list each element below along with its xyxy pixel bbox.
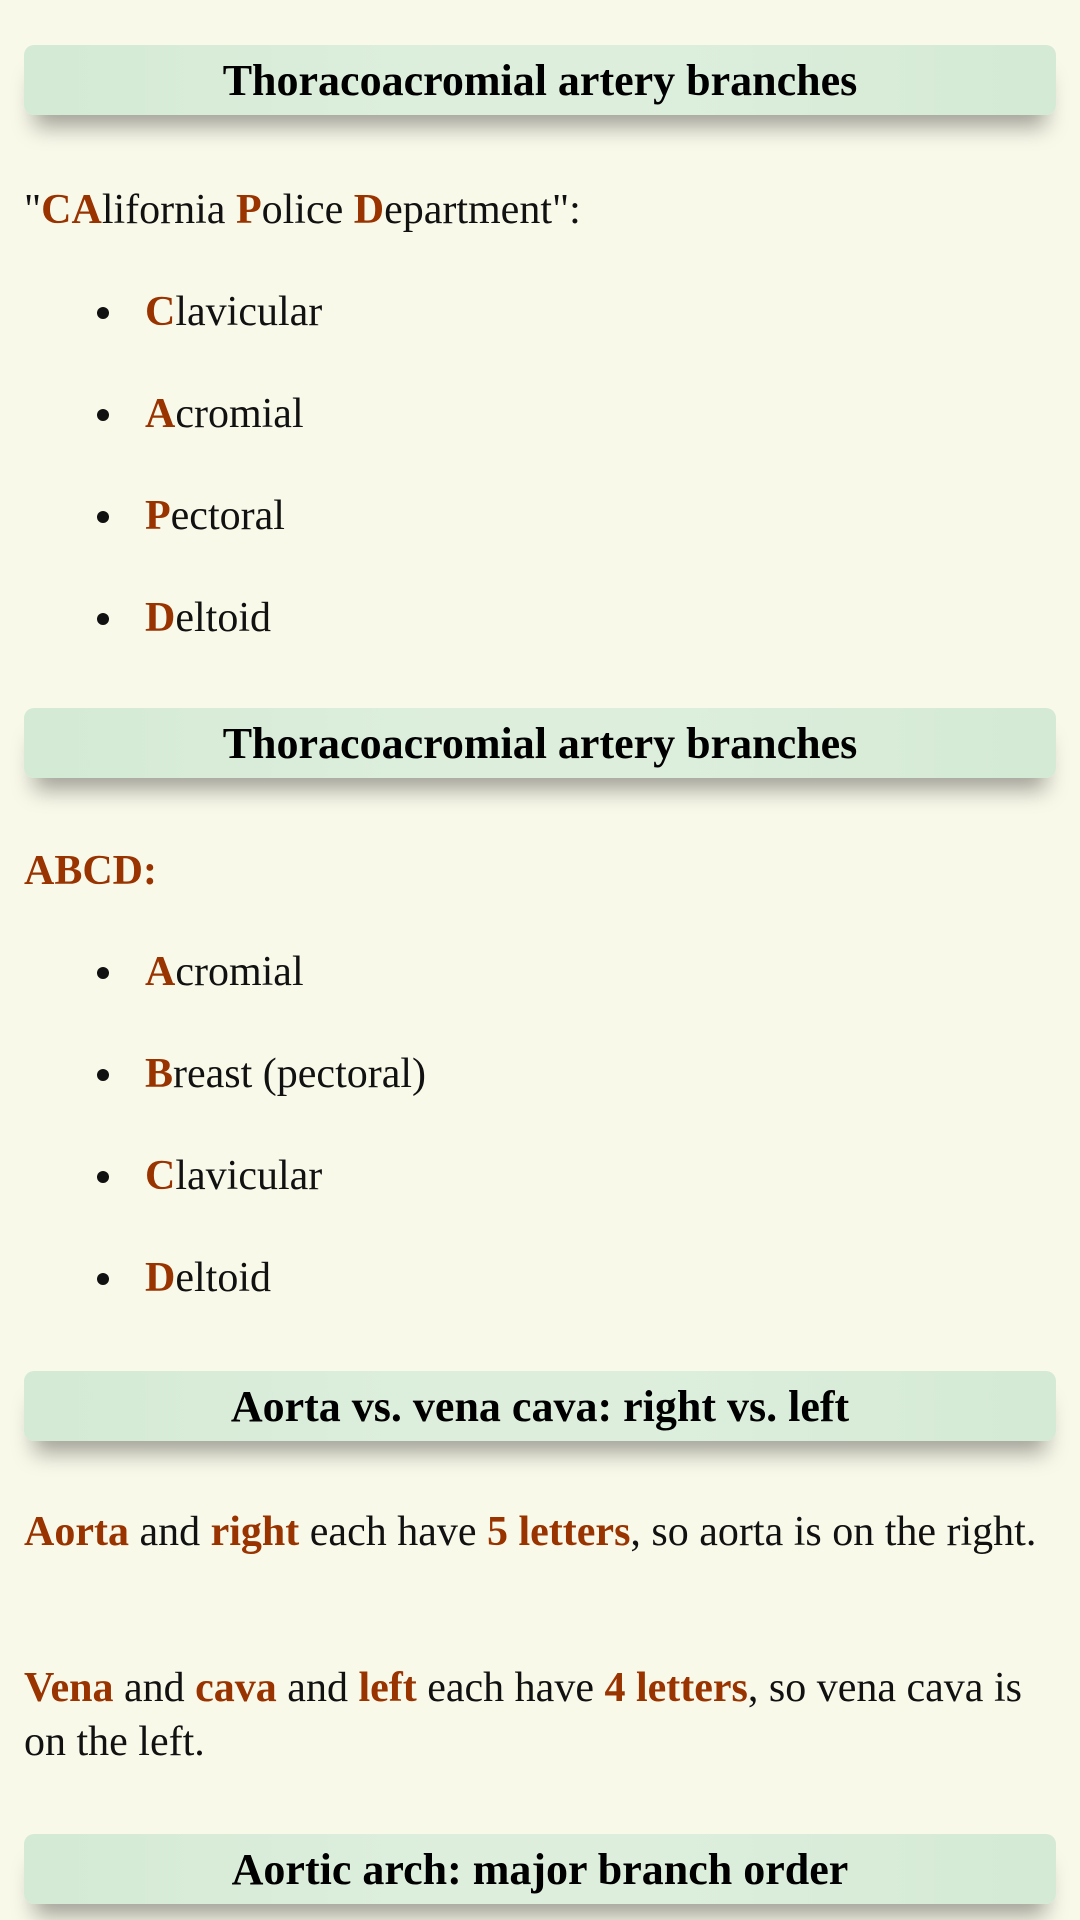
bullet-icon bbox=[97, 613, 109, 625]
list-item-text: ectoral bbox=[170, 493, 285, 539]
paragraph-text: and bbox=[113, 1665, 196, 1711]
keyword: Vena bbox=[24, 1665, 114, 1711]
section-header-thoracoacromial-1: Thoracoacromial artery branches bbox=[24, 45, 1056, 115]
paragraph-text: and bbox=[276, 1665, 359, 1711]
list-item bbox=[0, 921, 1080, 1023]
list-item-text: eltoid bbox=[175, 595, 271, 641]
bullet-icon bbox=[97, 307, 109, 319]
list-item-text: reast (pectoral) bbox=[173, 1051, 427, 1097]
list-item bbox=[0, 567, 1080, 669]
keyword: Aorta bbox=[24, 1509, 129, 1555]
bullet-icon bbox=[97, 1171, 109, 1183]
list-item bbox=[0, 1023, 1080, 1125]
list-item-text: eltoid bbox=[175, 1255, 271, 1301]
list-item bbox=[0, 261, 1080, 363]
list-item bbox=[0, 1227, 1080, 1329]
mnemonic-quote-close: ": bbox=[552, 187, 581, 233]
keyword: left bbox=[358, 1665, 417, 1711]
mnemonic-text: lifornia bbox=[101, 187, 236, 233]
list-item-initial: D bbox=[145, 1255, 176, 1301]
section-header-aortic-arch: Aortic arch: major branch order bbox=[24, 1834, 1056, 1904]
list-item-initial: C bbox=[145, 289, 176, 335]
mnemonic-letter: P bbox=[235, 187, 262, 233]
paragraph-text: each have bbox=[416, 1665, 605, 1711]
list-item-text: cromial bbox=[175, 949, 304, 995]
list-item bbox=[0, 363, 1080, 465]
list-item-initial: A bbox=[145, 949, 176, 995]
keyword: right bbox=[210, 1509, 300, 1555]
branch-list-2 bbox=[0, 921, 1080, 1329]
keyword: cava bbox=[195, 1665, 277, 1711]
list-item bbox=[0, 1125, 1080, 1227]
section-header-thoracoacromial-2: Thoracoacromial artery branches bbox=[24, 708, 1056, 778]
bullet-icon bbox=[97, 1069, 109, 1081]
paragraph-text: each have bbox=[299, 1509, 487, 1555]
mnemonic-text: olice bbox=[261, 187, 354, 233]
bullet-icon bbox=[97, 967, 109, 979]
list-item-initial: P bbox=[145, 493, 171, 539]
bullet-icon bbox=[97, 1273, 109, 1285]
mnemonic-text: epartment bbox=[384, 187, 552, 233]
list-item-initial: A bbox=[145, 391, 176, 437]
mnemonic-california bbox=[24, 183, 1054, 237]
list-item bbox=[0, 465, 1080, 567]
paragraph-text: , so vena cava is on the left. bbox=[24, 1665, 1022, 1765]
paragraph-text: , so aorta is on the right. bbox=[630, 1509, 1037, 1555]
list-item-initial: B bbox=[145, 1051, 174, 1097]
keyword: 5 letters bbox=[487, 1509, 631, 1555]
section-header-aorta-vena-cava: Aorta vs. vena cava: right vs. left bbox=[24, 1371, 1056, 1441]
paragraph-text: and bbox=[128, 1509, 211, 1555]
list-item-initial: C bbox=[145, 1153, 176, 1199]
vena-cava-left-paragraph bbox=[24, 1661, 1054, 1769]
bullet-icon bbox=[97, 511, 109, 523]
mnemonic-abcd: ABCD: bbox=[24, 848, 157, 894]
mnemonic-quote-open: " bbox=[24, 187, 42, 233]
mnemonic-letter: D bbox=[353, 187, 385, 233]
branch-list-1 bbox=[0, 261, 1080, 669]
list-item-initial: D bbox=[145, 595, 176, 641]
list-item-text: lavicular bbox=[175, 1153, 323, 1199]
mnemonic-letter: CA bbox=[41, 187, 102, 233]
aorta-right-paragraph bbox=[24, 1505, 1054, 1559]
bullet-icon bbox=[97, 409, 109, 421]
keyword: 4 letters bbox=[604, 1665, 748, 1711]
list-item-text: cromial bbox=[175, 391, 304, 437]
list-item-text: lavicular bbox=[175, 289, 323, 335]
